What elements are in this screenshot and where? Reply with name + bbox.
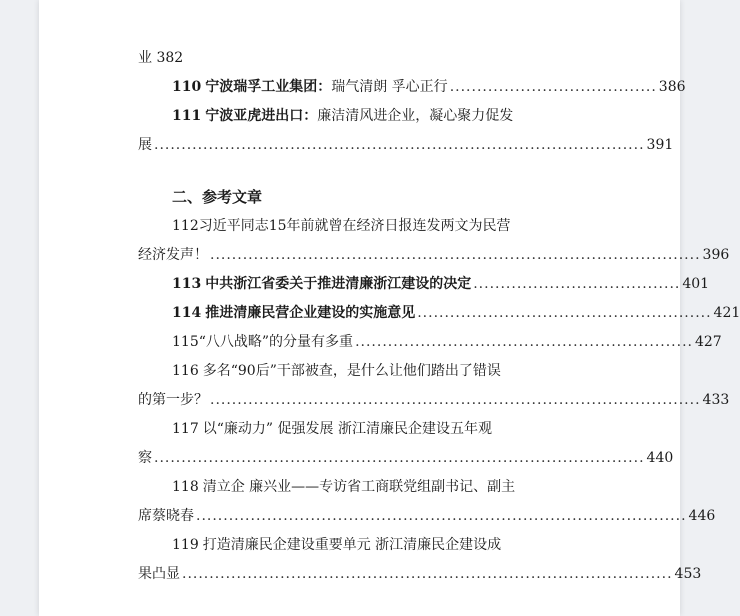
entry-page-number: 433 — [702, 392, 730, 408]
entry-title: 以“廉动力” 促强发展 浙江清廉民企建设五年观 — [202, 421, 492, 437]
document-page — [39, 0, 740, 616]
entry-page-number: 391 — [646, 137, 674, 153]
entry-number: 112 — [172, 218, 199, 234]
entry-number: 115 — [172, 334, 199, 350]
toc-entry-117 — [138, 415, 620, 444]
toc-entry-119-cont — [138, 560, 702, 589]
entry-title: 打造清廉民企建设重要单元 浙江清廉民企建设成 — [202, 537, 502, 553]
entry-page-number: 446 — [688, 508, 716, 524]
leader-dots: .............................................................. — [355, 334, 693, 350]
entry-title: 中共浙江省委关于推进清廉浙江建设的决定 — [205, 276, 472, 292]
leader-dots: ...................................................... — [417, 305, 712, 321]
toc-entry-118 — [138, 473, 620, 502]
entry-title: 宁波瑞孚工业集团： — [205, 79, 332, 95]
toc-entry-112-cont — [138, 241, 730, 270]
entry-number: 114 — [172, 305, 202, 321]
toc-entry-116-cont — [138, 386, 730, 415]
entry-number: 113 — [172, 276, 202, 292]
leader-dots: .......................................................................................... — [210, 247, 701, 263]
section-heading: 二、参考文章 — [172, 188, 263, 206]
entry-page-number: 427 — [694, 334, 722, 350]
entry-number: 110 — [172, 79, 202, 95]
toc-entry-continuation — [138, 44, 620, 73]
leader-dots: .......................................................................................... — [210, 392, 701, 408]
leader-dots: .......................................................................................... — [154, 137, 645, 153]
toc-entry-119 — [138, 531, 620, 560]
entry-number: 111 — [172, 108, 202, 124]
entry-title: 清立企 廉兴业——专访省工商联党组副书记、副主 — [202, 479, 516, 495]
toc-entry-110 — [138, 73, 686, 102]
entry-page-number: 421 — [713, 305, 740, 321]
leader-dots: .......................................................................................... — [154, 450, 645, 466]
entry-page-number: 440 — [646, 450, 674, 466]
entry-text: 业 — [138, 50, 152, 66]
entry-text: 察 — [138, 450, 152, 466]
entry-subtitle: 瑞气清朗 孚心正行 — [331, 79, 448, 95]
toc-entry-112 — [138, 212, 620, 241]
leader-dots: ...................................... — [473, 276, 681, 292]
toc-entry-117-cont — [138, 444, 674, 473]
entry-page-number: 386 — [658, 79, 686, 95]
toc-entry-116 — [138, 357, 620, 386]
entry-page-number: 382 — [156, 50, 184, 66]
leader-dots: .......................................................................................... — [182, 566, 673, 582]
leader-dots: ...................................... — [449, 79, 657, 95]
toc-entry-118-cont — [138, 502, 716, 531]
entry-number: 116 — [172, 363, 199, 379]
entry-page-number: 401 — [682, 276, 710, 292]
entry-number: 118 — [172, 479, 199, 495]
leader-dots: .......................................................................................... — [196, 508, 687, 524]
entry-page-number: 453 — [674, 566, 702, 582]
entry-page-number: 396 — [702, 247, 730, 263]
entry-text: 席蔡晓春 — [138, 508, 194, 524]
entry-number: 119 — [172, 537, 199, 553]
entry-subtitle: 廉洁清风进企业，凝心聚力促发 — [317, 108, 514, 124]
entry-text: 经济发声！ — [138, 247, 208, 263]
entry-title: 宁波亚虎进出口： — [205, 108, 318, 124]
entry-text: 果凸显 — [138, 566, 180, 582]
entry-title: 多名“90后”干部被查，是什么让他们踏出了错误 — [202, 363, 501, 379]
toc-entry-111 — [138, 102, 620, 131]
entry-number: 117 — [172, 421, 199, 437]
entry-title: 推进清廉民营企业建设的实施意见 — [205, 305, 416, 321]
table-of-contents — [138, 44, 740, 589]
entry-title: “八八战略”的分量有多重 — [198, 334, 354, 350]
entry-title: 习近平同志15年前就曾在经济日报连发两文为民营 — [198, 218, 511, 234]
toc-entry-111-cont — [138, 131, 674, 160]
entry-text: 的第一步？ — [138, 392, 208, 408]
toc-entry-113 — [138, 270, 710, 299]
entry-text: 展 — [138, 137, 152, 153]
toc-entry-115 — [138, 328, 722, 357]
toc-entry-114 — [138, 299, 740, 328]
